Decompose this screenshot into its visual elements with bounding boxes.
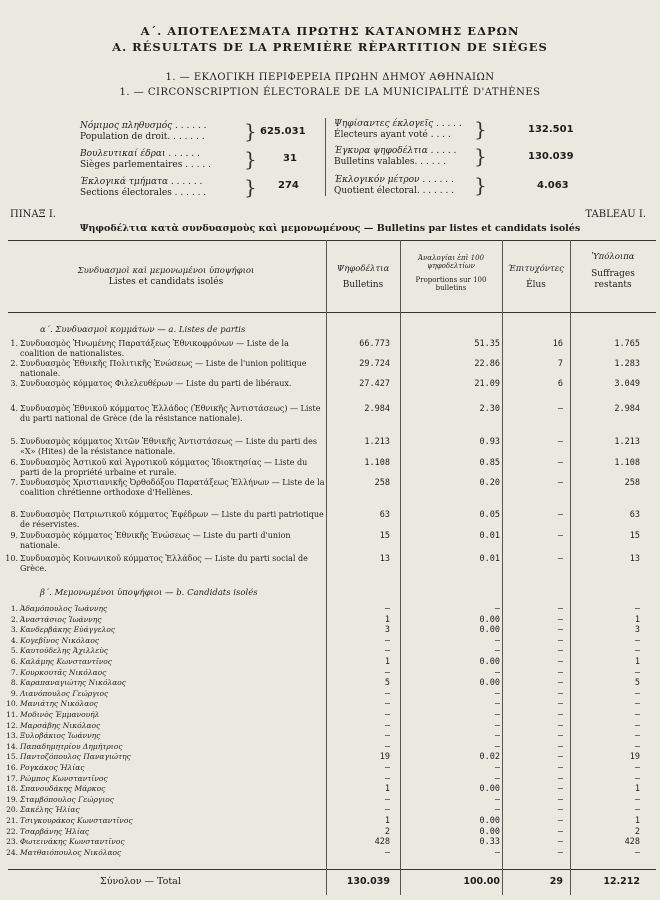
bulletins-value: 29.724 [359,359,390,369]
column-header-restants: Ὑπόλοιπα Suffrages restants [591,252,635,290]
table-row [0,478,660,497]
elus-value: 7 [557,359,563,369]
restants-value: 1.283 [614,359,640,369]
restants-value: 3.049 [614,379,640,389]
restants-value: 2 [634,826,640,837]
list-label: Συνδυασμὸς Πατριωτικοῦ κόμματος Ἐφέδρων — Liste du parti patriotique de réservistes. [20,510,324,529]
table-total-rule [8,869,656,870]
elus-value: 16 [552,339,563,349]
section-heading-parties: α΄. Συνδυασμοὶ κομμάτων — a. Listes de partis [40,325,246,335]
total-label: Σύνολον — Total [100,876,181,887]
elus-value: — [557,646,563,657]
total-elus: 29 [549,876,563,887]
row-number: 14. [6,741,18,751]
proportion-value: 0.85 [479,458,500,468]
row-number: 19. [6,794,18,804]
elus-value: — [557,554,563,564]
bulletins-value: 2.984 [364,404,390,414]
row-number: 13. [6,731,18,741]
table-row [0,847,660,858]
summary-right-value-2: 4.063 [537,180,569,191]
bulletins-value: — [384,805,390,816]
candidate-name: Λιανόπουλος Γεώργιος [20,688,109,698]
proportion-value: 0.00 [479,678,500,689]
summary-left-value-2: 274 [278,180,299,191]
proportion-value: 0.93 [479,437,500,447]
candidate-name: Σπανουδάκης Μάρκος [20,784,106,794]
row-number: 8. [10,678,18,688]
row-number: 5. [10,646,18,656]
summary-right-value-1: 130.039 [528,151,574,162]
table-row [0,379,660,389]
column-header-lists: Συνδυασμοὶ καὶ μεμονωμένοι ὑποψήφιοι Listes et candidats isolés [77,266,255,287]
list-label: Συνδυασμὸς Ἀστικοῦ καὶ Ἀγροτικοῦ κόμματος Ἰδιοκτησίας — Liste du parti de la propriété urbaine et rurale. [20,458,308,477]
table-row [0,826,660,837]
table-row [0,404,660,423]
list-label: Συνδυασμὸς κόμματος Ἐθνικῆς Ἑνώσεως — Liste du parti d'union nationale. [20,531,291,550]
candidate-name: Μαρσάβης Νικόλαος [20,720,101,730]
row-number: 15. [6,752,18,762]
table-row [0,731,660,742]
restants-value: — [634,805,640,816]
restants-value: 1 [634,657,640,667]
subtitle-french: 1. — CIRCONSCRIPTION ÉLECTORALE DE LA MUNICIPALITÉ D'ATHÈNES [119,87,541,98]
table-row [0,437,660,456]
proportion-value: — [494,720,500,731]
list-label: Συνδυασμὸς Κοινωνικοῦ κόμματος Ἑλλάδος — Liste du parti social de Grèce. [20,554,308,573]
proportion-value: — [494,794,500,805]
candidate-name: Φωτεινάκης Κωνσταντῖνος [20,837,125,847]
row-number: 1. [10,604,18,613]
table-top-rule [8,240,656,241]
row-number: 20. [6,805,18,815]
column-header-bulletins: Ψηφοδέλτια Bulletins [336,264,390,290]
proportion-value: — [494,710,500,720]
elus-value: — [557,741,563,752]
elus-value: — [557,784,563,795]
candidate-name: Τσαρβάνης Ἠλίας [20,826,90,836]
table-row [0,699,660,710]
elus-value: — [557,604,563,614]
row-number: 24. [6,847,18,857]
total-bulletins: 130.039 [346,876,390,887]
summary-brace: } [244,147,257,171]
table-row [0,720,660,731]
row-number: 1. [10,339,18,348]
candidate-name: Καλάμης Κωνσταντῖνος [20,657,112,666]
title-greek: Α΄. ΑΠΟΤΕΛΕΣΜΑΤΑ ΠΡΩΤΗΣ ΚΑΤΑΝΟΜΗΣ ΕΔΡΩΝ [140,24,520,38]
row-number: 21. [6,816,18,825]
elus-value: — [557,510,563,520]
table-row [0,657,660,667]
column-header-elus: Έπιτυχόντες Élus [508,264,564,290]
table-row [0,688,660,699]
restants-value: 1.765 [614,339,640,349]
elus-value: — [557,710,563,720]
proportion-value: — [494,667,500,678]
row-number: 4. [10,635,18,645]
candidate-name: Καραπαναγιώτης Νικόλαος [20,678,126,688]
row-number: 3. [10,625,18,635]
proportion-value: — [494,604,500,614]
table-row [0,710,660,720]
elus-value: — [557,688,563,699]
restants-value: 13 [629,554,640,564]
elus-value: — [557,720,563,731]
bulletins-value: — [384,699,390,710]
summary-right-label-0: Ψηφίσαντες έκλογεῖς . . . . . Électeurs ayant voté . . . . [334,119,462,140]
proportion-value: 0.00 [479,657,500,667]
summary-right-value-0: 132.501 [528,124,574,135]
list-label: Συνδυασμὸς Ἠνωμένης Παρατάξεως Ἐθνικοφρόνων — Liste de la coalition de nationalistes. [20,339,289,358]
bulletins-value: — [384,773,390,784]
table-row [0,816,660,826]
summary-right-label-2: Έκλογικόν μέτρον . . . . . . Quotient électoral. . . . . . . [334,175,455,196]
candidate-name: Μοδινὸς Ἐμμανουήλ [20,710,100,719]
candidate-name: Ἀναστάσιος Ἰωάννης [20,614,102,624]
restants-value: 19 [629,752,640,763]
list-label: Συνδυασμὸς κόμματος Φιλελευθέρων — Liste du parti de libéraux. [20,379,292,388]
proportion-value: 0.01 [479,554,500,564]
table-label-greek: ΠΙΝΑΞ Ι. [10,209,56,220]
candidate-name: Τσιγκουράκος Κωνσταντῖνος [20,816,133,825]
table-row [0,554,660,573]
candidate-name: Καυτούδελης Ἀχιλλεὺς [20,646,109,656]
elus-value: — [557,531,563,541]
candidate-name: Κογεβῖνος Νικόλαος [20,635,100,645]
summary-brace: } [474,173,487,197]
candidate-name: Κουρκουτᾶς Νικόλαος [20,667,107,677]
candidate-name: Ρογκάκος Ἠλίας [20,763,85,772]
elus-value: — [557,805,563,816]
row-number: 5. [10,437,18,446]
list-label: Συνδυασμὸς Χριστιανικῆς Ὀρθοδόξου Παρατάξεως Ἑλλήνων — Liste de la coalition chrétienne orthodoxe d'Hellènes. [20,478,325,497]
table-row [0,359,660,378]
table-row [0,741,660,752]
restants-value: 63 [629,510,640,520]
elus-value: — [557,437,563,447]
summary-left-label-2: Έκλογικά τμήματα . . . . . . Sections électorales . . . . . . [80,177,207,198]
table-caption: Ψηφοδέλτια κατὰ συνδυασμοὺς καὶ μεμονωμένους — Bulletins par listes et candidats isolés [79,223,581,234]
table-row [0,678,660,689]
restants-value: — [634,688,640,699]
bulletins-value: — [384,710,390,720]
candidate-name: Ἀδαμόπουλος Ἰωάννης [20,604,108,613]
bulletins-value: 3 [384,625,390,636]
list-label: Συνδυασμὸς κόμματος Χιτῶν Ἐθνικῆς Ἀντιστάσεως — Liste du parti des «X» (Hites) de la résistance nationale. [20,437,317,456]
restants-value: — [634,635,640,646]
row-number: 10. [5,554,18,563]
bulletins-value: 2 [384,826,390,837]
bulletins-value: 5 [384,678,390,689]
proportion-value: 0.00 [479,826,500,837]
candidate-name: Ρώμπος Κωνσταντῖνος [20,773,108,783]
bulletins-value: 1.108 [364,458,390,468]
bulletins-value: — [384,731,390,742]
table-row [0,510,660,529]
proportion-value: — [494,646,500,657]
table-row [0,458,660,477]
row-number: 12. [6,720,18,730]
elus-value: — [557,667,563,678]
restants-value: 258 [624,478,640,488]
proportion-value: 0.01 [479,531,500,541]
bulletins-value: 13 [379,554,390,564]
summary-brace: } [474,144,487,168]
summary-left-value-0: 625.031 [260,126,306,137]
restants-value: — [634,741,640,752]
total-proportion: 100.00 [463,876,500,887]
restants-value: 3 [634,625,640,636]
bulletins-value: — [384,604,390,614]
row-number: 6. [10,657,18,666]
table-row [0,635,660,646]
elus-value: 6 [557,379,563,389]
restants-value: — [634,773,640,784]
row-number: 11. [6,710,18,719]
elus-value: — [557,657,563,667]
row-number: 18. [6,784,18,794]
bulletins-value: — [384,635,390,646]
candidate-name: Ματθαιόπουλος Νικόλαος [20,847,122,857]
bulletins-value: — [384,847,390,858]
table-row [0,784,660,795]
bulletins-value: 1 [384,816,390,826]
proportion-value: — [494,773,500,784]
proportion-value: 2.30 [479,404,500,414]
elus-value: — [557,614,563,625]
candidate-name: Σακέλης Ἠλίας [20,805,80,815]
summary-brace: } [474,117,487,141]
table-row [0,531,660,550]
restants-value: — [634,646,640,657]
restants-value: — [634,731,640,742]
row-number: 7. [10,667,18,677]
candidate-name: Κανδερβάκης Εὐάγγελος [20,625,116,635]
candidate-name: Σταμβόπουλος Γεώργιος [20,794,114,804]
summary-left-label-1: Βουλευτικαί έδραι . . . . . . Sièges parlementaires . . . . . [80,149,211,170]
bulletins-value: 27.427 [359,379,390,389]
elus-value: — [557,794,563,805]
restants-value: 1 [634,784,640,795]
table-row [0,752,660,763]
table-row [0,604,660,614]
list-label: Συνδυασμὸς Ἐθνικῆς Πολιτικῆς Ἑνώσεως — Liste de l'union politique nationale. [20,359,307,378]
row-number: 6. [10,458,18,467]
restants-value: — [634,847,640,858]
candidate-name: Παντοζόπουλος Παναγιώτης [20,752,131,762]
proportion-value: 21.09 [474,379,500,389]
restants-value: 428 [624,837,640,848]
summary-right-label-1: Έγκυρα ψηφοδέλτια . . . . . Bulletins valables. . . . . . [334,146,457,167]
elus-value: — [557,731,563,742]
elus-value: — [557,816,563,826]
elus-value: — [557,478,563,488]
table-row [0,614,660,625]
row-number: 4. [10,404,18,413]
row-number: 17. [6,773,18,783]
row-number: 8. [10,510,18,519]
proportion-value: 0.00 [479,625,500,636]
proportion-value: 51.35 [474,339,500,349]
row-number: 16. [6,763,18,772]
elus-value: — [557,826,563,837]
row-number: 2. [10,359,18,368]
bulletins-value: 1.213 [364,437,390,447]
proportion-value: 0.05 [479,510,500,520]
restants-value: — [634,604,640,614]
restants-value: 1 [634,816,640,826]
bulletins-value: 63 [379,510,390,520]
proportion-value: 0.33 [479,837,500,848]
row-number: 2. [10,614,18,624]
row-number: 7. [10,478,18,487]
restants-value: — [634,794,640,805]
table-row [0,339,660,358]
proportion-value: — [494,741,500,752]
elus-value: — [557,635,563,646]
bulletins-value: 258 [374,478,390,488]
restants-value: — [634,699,640,710]
bulletins-value: 66.773 [359,339,390,349]
restants-value: 15 [629,531,640,541]
summary-left-value-1: 31 [283,153,297,164]
elus-value: — [557,847,563,858]
restants-value: 5 [634,678,640,689]
proportion-value: — [494,635,500,646]
table-row [0,805,660,816]
column-header-proportions: Άναλογίαι ἐπὶ 100 ψηφοδελτίων Proportions sur 100 bulletins [415,254,487,292]
table-label-french: TABLEAU I. [585,209,646,220]
summary-divider [325,118,326,196]
bulletins-value: 1 [384,657,390,667]
table-row [0,837,660,848]
restants-value: — [634,710,640,720]
section-heading-candidates: β΄. Μεμονωμένοι ὑποψήφιοι — b. Candidats isolés [40,588,258,598]
bulletins-value: 1 [384,784,390,795]
restants-value: 2.984 [614,404,640,414]
restants-value: 1.213 [614,437,640,447]
bulletins-value: — [384,720,390,731]
proportion-value: — [494,763,500,773]
summary-brace: } [244,119,257,143]
elus-value: — [557,837,563,848]
bulletins-value: 19 [379,752,390,763]
table-row [0,773,660,784]
title-french: A. RÉSULTATS DE LA PREMIÈRE RÈPARTITION DE SIÈGES [112,40,548,54]
bulletins-value: — [384,763,390,773]
candidate-name: Παπαδημητρίου Δημήτριος [20,741,123,751]
elus-value: — [557,404,563,414]
bulletins-value: — [384,667,390,678]
candidate-name: Ξυλοβάκιος Ἰωάννης [20,731,101,741]
proportion-value: — [494,805,500,816]
row-number: 9. [10,531,18,540]
proportion-value: 0.00 [479,816,500,826]
table-row [0,763,660,773]
restants-value: 1.108 [614,458,640,468]
summary-left-label-0: Νόμιμος πληθυσμός . . . . . . Population de droit. . . . . . . [80,121,207,142]
elus-value: — [557,625,563,636]
elus-value: — [557,458,563,468]
proportion-value: — [494,731,500,742]
elus-value: — [557,773,563,784]
table-row [0,794,660,805]
bulletins-value: 428 [374,837,390,848]
candidate-name: Μανιάτης Νικόλαος [20,699,99,709]
bulletins-value: — [384,688,390,699]
restants-value: — [634,720,640,731]
elus-value: — [557,678,563,689]
restants-value: 1 [634,614,640,625]
proportion-value: 0.20 [479,478,500,488]
proportion-value: 0.00 [479,614,500,625]
bulletins-value: 15 [379,531,390,541]
elus-value: — [557,752,563,763]
subtitle-greek: 1. — ΕΚΛΟΓΙΚΗ ΠΕΡΙΦΕΡΕΙΑ ΠΡΩΗΝ ΔΗΜΟΥ ΑΘΗΝΑΙΩΝ [165,72,495,83]
elus-value: — [557,699,563,710]
restants-value: — [634,763,640,773]
total-restants: 12.212 [603,876,640,887]
proportion-value: 0.02 [479,752,500,763]
table-header-rule [8,312,656,313]
elus-value: — [557,763,563,773]
bulletins-value: — [384,646,390,657]
table-row [0,646,660,657]
proportion-value: — [494,847,500,858]
bulletins-value: — [384,741,390,752]
table-row [0,625,660,636]
proportion-value: — [494,688,500,699]
table-row [0,667,660,678]
proportion-value: 0.00 [479,784,500,795]
list-label: Συνδυασμὸς Ἐθνικοῦ κόμματος Ἑλλάδος (Ἐθνικῆς Ἀντιστάσεως) — Liste du parti national de Grèce (de la résistance nationale). [20,404,321,423]
bulletins-value: — [384,794,390,805]
proportion-value: 22.86 [474,359,500,369]
restants-value: — [634,667,640,678]
summary-brace: } [244,175,257,199]
bulletins-value: 1 [384,614,390,625]
row-number: 3. [10,379,18,388]
row-number: 10. [6,699,18,709]
row-number: 23. [6,837,18,847]
proportion-value: — [494,699,500,710]
row-number: 22. [6,826,18,836]
row-number: 9. [10,688,18,698]
